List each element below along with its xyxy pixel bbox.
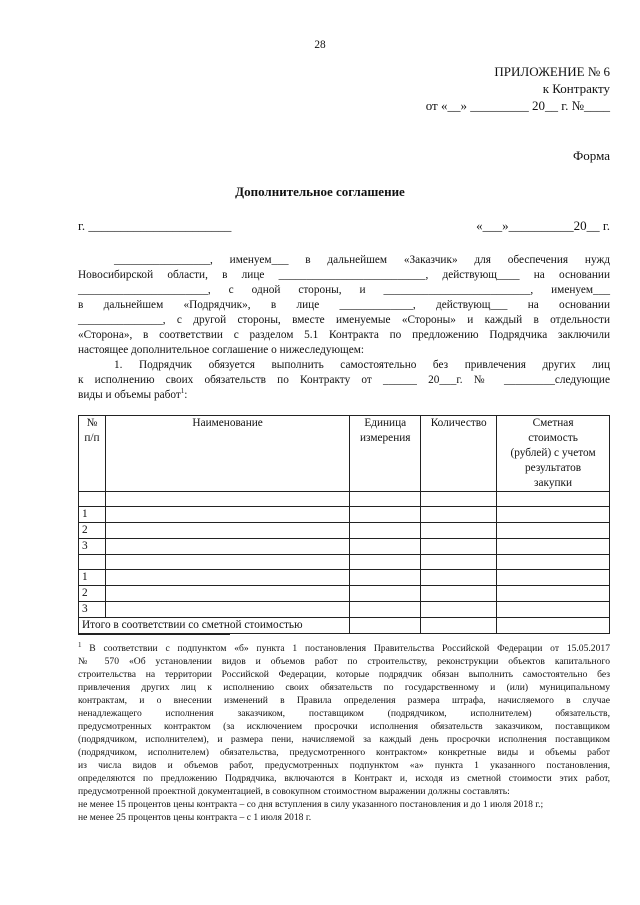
row-number	[79, 492, 106, 507]
body-line: Новосибирской области, в лице __________________________, действующ____ на основании	[78, 269, 610, 281]
row-number: 3	[79, 602, 106, 618]
body-line: в дальнейшем «Подрядчик», в лице _____________, действующ___ на основании	[78, 299, 610, 311]
row-qty-cell	[421, 586, 497, 602]
footnote-line: предусмотренных контрактом (за исключением просрочки исполнения обязательств заказчиком, поставщиком	[78, 721, 610, 732]
clause-1-line: к исполнению своих обязательств по Контракту от ______ 20___г. № _________следующие	[78, 374, 610, 386]
row-name-cell	[105, 555, 349, 570]
row-unit-cell	[350, 586, 421, 602]
header-unit	[350, 416, 421, 492]
footnote-line: строительства на территории Российской Федерации, которые подрядчик обязан выполнить самостоятельно без	[78, 669, 610, 680]
city-field: г. ______________________	[78, 218, 232, 233]
header-cost-line: результатов	[525, 462, 582, 474]
footnote-line	[78, 640, 610, 656]
header-cost-line: стоимость	[528, 432, 578, 444]
row-name-cell	[105, 602, 349, 618]
row-unit-cell	[350, 492, 421, 507]
row-cost-cell	[497, 586, 610, 602]
header-number-line: №	[86, 417, 98, 429]
header-unit-line: Единица	[364, 417, 407, 429]
table-row	[79, 555, 610, 570]
row-qty-cell	[421, 570, 497, 586]
table-row	[79, 492, 610, 507]
table-row	[79, 523, 610, 539]
contract-date-line: от «__» _________ 20__ г. №____	[425, 98, 610, 113]
total-qty-cell	[421, 618, 497, 634]
row-number: 1	[79, 507, 106, 523]
header-cost-line: Сметная	[532, 417, 574, 429]
header-cost-line: (рублей) с учетом	[510, 447, 596, 459]
footnote-line: ненадлежащего исполнения заказчиком, поставщиком (подрядчиком, исполнителем) обязательств,	[78, 708, 610, 719]
footnote-line: не менее 25 процентов цены контракта – с 1 июля 2018 г.	[78, 812, 312, 823]
footnote-line: № 570 «Об установлении видов и объемов работ по строительству, реконструкции объектов капитального	[78, 656, 610, 667]
row-cost-cell	[497, 570, 610, 586]
works-table	[78, 415, 610, 634]
table-row	[79, 602, 610, 618]
row-unit-cell	[350, 507, 421, 523]
row-unit-cell	[350, 523, 421, 539]
footnote-line: привлечения других лиц к исполнению своих обязательств по государственному и (или) муниципальному	[78, 682, 610, 693]
page-number: 28	[314, 39, 326, 51]
row-number: 1	[79, 570, 106, 586]
footnote-line: определяются по предложению Подрядчика, включаются в Контракт и, исходя из сметной стоимости этих работ,	[78, 773, 610, 784]
row-cost-cell	[497, 492, 610, 507]
footnote-line: предусмотренной проектной документацией, в совокупном стоимостном выражении должны составлять:	[78, 786, 510, 797]
footnote-line: контрактам, и о внесении изменений в Правила определения размера штрафа, начисляемого в случае	[78, 695, 610, 706]
header-unit-line: измерения	[360, 432, 411, 444]
appendix-heading: ПРИЛОЖЕНИЕ № 6	[494, 64, 610, 79]
total-unit-cell	[350, 618, 421, 634]
clause-1-last-line	[78, 388, 610, 403]
header-cost-line: закупки	[534, 477, 573, 489]
footnote-line: из числа видов и объемов работ, предусмотренных подпунктом «а» пункта 1 указанного постановления,	[78, 760, 610, 771]
row-name-cell	[105, 492, 349, 507]
row-qty-cell	[421, 492, 497, 507]
row-name-cell	[105, 507, 349, 523]
header-number	[79, 416, 106, 492]
header-number-line: п/п	[84, 432, 100, 444]
row-cost-cell	[497, 507, 610, 523]
row-number: 2	[79, 586, 106, 602]
table-row	[79, 570, 610, 586]
row-number: 2	[79, 523, 106, 539]
row-qty-cell	[421, 539, 497, 555]
header-quantity: Количество	[421, 416, 497, 492]
footnote-separator	[78, 634, 230, 635]
agreement-date-field: «___»__________20__ г.	[476, 218, 610, 233]
row-cost-cell	[497, 539, 610, 555]
total-label: Итого в соответствии со сметной стоимостью	[79, 618, 350, 634]
row-qty-cell	[421, 507, 497, 523]
clause-1-line: 1. Подрядчик обязуется выполнить самостоятельно без привлечения других лиц	[114, 359, 610, 371]
row-qty-cell	[421, 555, 497, 570]
body-line: _______________________, с одной стороны, и __________________________, именуем___	[78, 284, 610, 296]
table-row	[79, 507, 610, 523]
row-unit-cell	[350, 539, 421, 555]
body-line: «Сторона», в соответствии с разделом 5.1 Контракта по предложению Подрядчика заключили	[78, 329, 610, 341]
footnote-marker: 1	[78, 640, 82, 649]
body-line: _______________, с другой стороны, вместе именуемые «Стороны» и каждый в отдельности	[78, 314, 610, 326]
row-number: 3	[79, 539, 106, 555]
table-row	[79, 539, 610, 555]
footnote-reference: 1	[180, 387, 185, 396]
row-name-cell	[105, 539, 349, 555]
footnote-line: (подрядчиком, исполнителем) обязательства, предусмотренного контрактом» конкретные виды и объемы работ	[78, 747, 610, 758]
row-name-cell	[105, 586, 349, 602]
table-row	[79, 586, 610, 602]
row-name-cell	[105, 570, 349, 586]
clause-1-colon: :	[184, 389, 188, 401]
footnote-text: В соответствии с подпунктом «б» пункта 1 постановления Правительства Российской Федерации от 15.05.2017	[81, 643, 610, 654]
total-cost-cell	[497, 618, 610, 634]
body-line: настоящее дополнительное соглашение о нижеследующем:	[78, 344, 365, 356]
body-line: _________________, именуем___ в дальнейшем «Заказчик» для обеспечения нужд	[114, 254, 610, 266]
row-unit-cell	[350, 602, 421, 618]
header-cost	[497, 416, 610, 492]
row-qty-cell	[421, 602, 497, 618]
document-title: Дополнительное соглашение	[235, 184, 405, 199]
footnote-line: не менее 15 процентов цены контракта – со дня вступления в силу указанного постановления и до 1 июля 2018 г.;	[78, 799, 544, 810]
row-cost-cell	[497, 602, 610, 618]
form-label: Форма	[573, 148, 610, 163]
footnote-line: (подрядчиком, исполнителем), и размера пени, начисляемой за каждый день просрочки исполнения поставщиком	[78, 734, 610, 745]
contract-reference: к Контракту	[542, 81, 610, 96]
table-total-row	[79, 618, 610, 634]
row-qty-cell	[421, 523, 497, 539]
table-header-row	[79, 416, 610, 492]
row-cost-cell	[497, 523, 610, 539]
row-cost-cell	[497, 555, 610, 570]
clause-1-text: виды и объемы работ	[78, 389, 181, 401]
header-name: Наименование	[105, 416, 349, 492]
row-name-cell	[105, 523, 349, 539]
row-number	[79, 555, 106, 570]
row-unit-cell	[350, 570, 421, 586]
row-unit-cell	[350, 555, 421, 570]
